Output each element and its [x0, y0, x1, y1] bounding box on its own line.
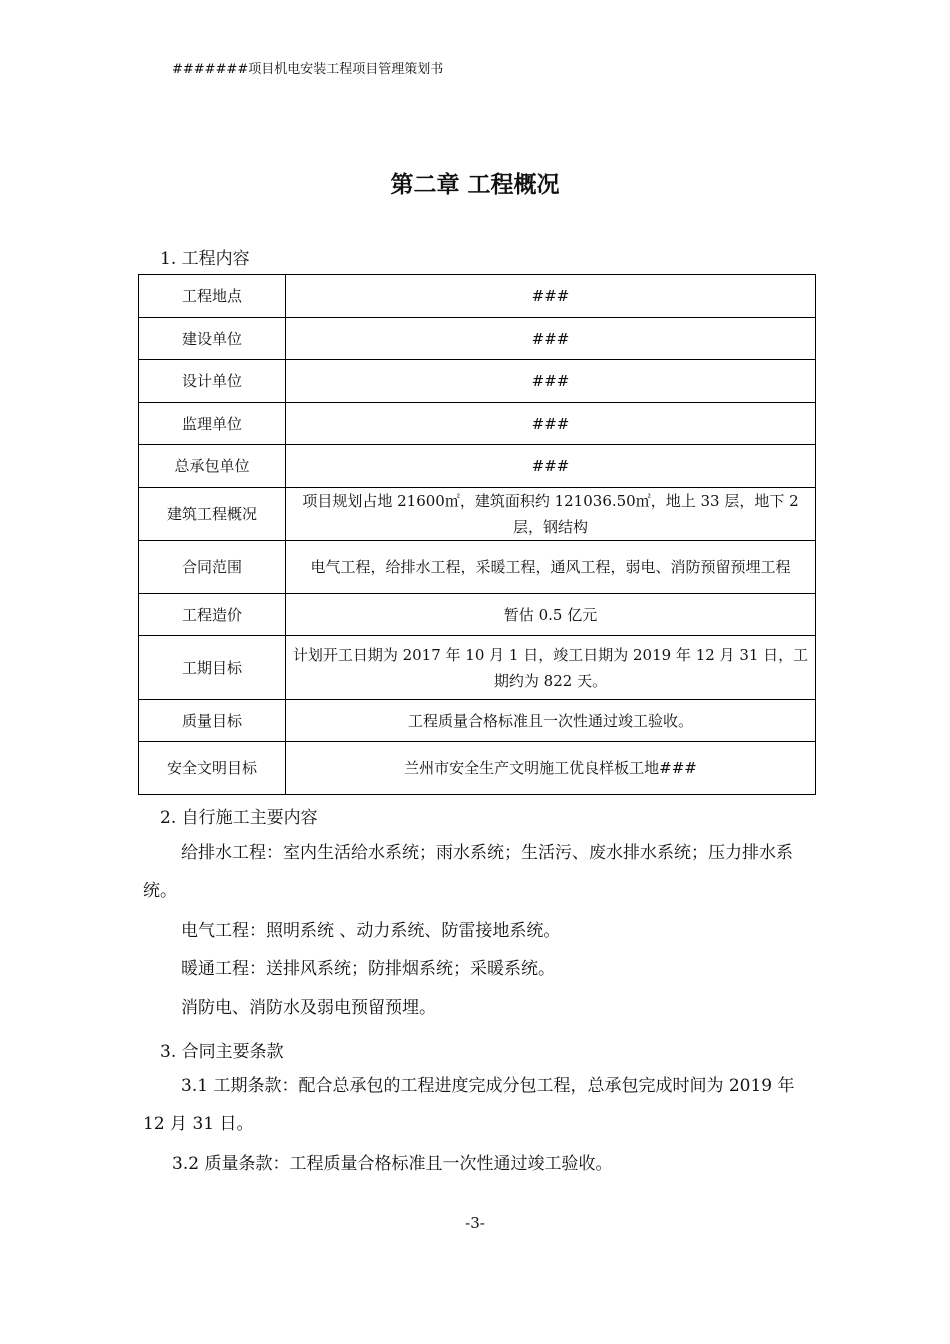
row-label: 质量目标: [139, 700, 286, 742]
table-row: [139, 541, 816, 594]
row-label: 建设单位: [139, 318, 286, 360]
table-row: [139, 742, 816, 795]
row-label: 合同范围: [139, 541, 286, 594]
page-number: -3-: [465, 1214, 485, 1232]
running-header: #######项目机电安装工程项目管理策划书: [172, 62, 444, 77]
row-label: 工程地点: [139, 275, 286, 318]
row-value: 兰州市安全生产文明施工优良样板工地###: [286, 742, 816, 795]
table-row: [139, 636, 816, 700]
electrical-paragraph: 电气工程：照明系统 、动力系统、防雷接地系统。: [181, 921, 561, 941]
table-row: [139, 700, 816, 742]
section-1-heading: 1. 工程内容: [160, 249, 250, 269]
row-label: 设计单位: [139, 360, 286, 403]
row-value: ###: [286, 445, 816, 488]
row-value: 暂估 0.5 亿元: [286, 594, 816, 636]
section-2-heading: 2. 自行施工主要内容: [160, 808, 318, 828]
row-value: 工程质量合格标准且一次性通过竣工验收。: [286, 700, 816, 742]
row-value: 计划开工日期为 2017 年 10 月 1 日，竣工日期为 2019 年 12 月 31 日，工期约为 822 天。: [286, 636, 816, 700]
hvac-paragraph: 暖通工程：送排风系统；防排烟系统；采暖系统。: [181, 959, 555, 979]
row-label: 建筑工程概况: [139, 488, 286, 541]
table-row: [139, 403, 816, 445]
row-value: ###: [286, 275, 816, 318]
project-info-table: [138, 274, 816, 795]
row-value: ###: [286, 318, 816, 360]
fire-paragraph: 消防电、消防水及弱电预留预埋。: [181, 998, 436, 1018]
table-row: [139, 360, 816, 403]
schedule-clause: 3.1 工期条款：配合总承包的工程进度完成分包工程，总承包完成时间为 2019 年 12 月 31 日。: [143, 1076, 795, 1134]
table-row: [139, 275, 816, 318]
table-row: [139, 445, 816, 488]
table-row: [139, 318, 816, 360]
row-value: 项目规划占地 21600㎡，建筑面积约 121036.50㎡，地上 33 层，地下 2 层，钢结构: [286, 488, 816, 541]
row-value: 电气工程，给排水工程，采暖工程，通风工程，弱电、消防预留预埋工程: [286, 541, 816, 594]
row-label: 工期目标: [139, 636, 286, 700]
water-system-paragraph: 给排水工程：室内生活给水系统；雨水系统；生活污、废水排水系统；压力排水系统。: [143, 843, 793, 901]
row-value: ###: [286, 360, 816, 403]
row-label: 安全文明目标: [139, 742, 286, 795]
row-value: ###: [286, 403, 816, 445]
row-label: 工程造价: [139, 594, 286, 636]
quality-clause: 3.2 质量条款：工程质量合格标准且一次性通过竣工验收。: [172, 1154, 613, 1174]
row-label: 监理单位: [139, 403, 286, 445]
chapter-title: 第二章 工程概况: [390, 171, 560, 198]
section-3-heading: 3. 合同主要条款: [160, 1042, 284, 1062]
row-label: 总承包单位: [139, 445, 286, 488]
table-row: [139, 594, 816, 636]
table-row: [139, 488, 816, 541]
